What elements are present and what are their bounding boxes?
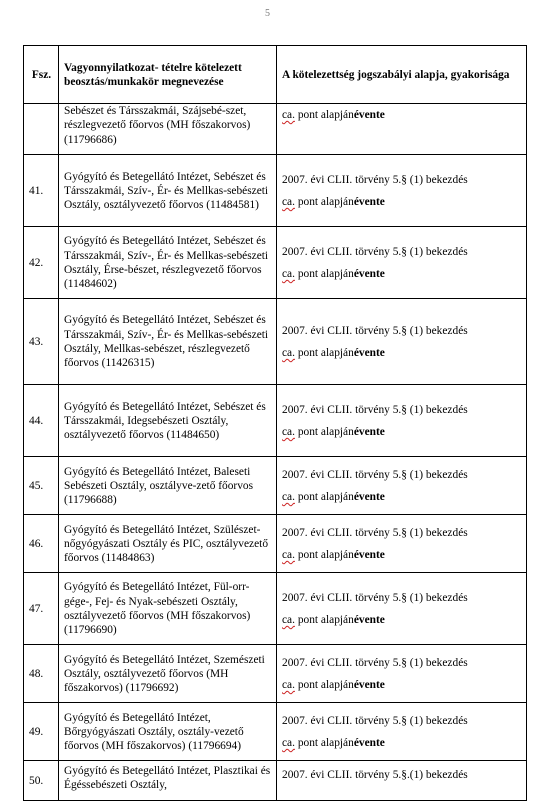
- table-row: [24, 573, 527, 645]
- row-legal-cell: [277, 155, 527, 227]
- legal-line1: 2007. évi CLII. törvény 5.§ (1) bekezdés: [282, 592, 468, 604]
- declaration-table: [23, 45, 527, 801]
- legal-text: pont alapján: [294, 737, 354, 749]
- legal-line1: 2007. évi CLII. törvény 5.§ (1) bekezdés: [282, 246, 468, 258]
- row-legal-cell: [277, 515, 527, 573]
- legal-abbr: ca.: [282, 737, 295, 749]
- table-row: [24, 457, 527, 515]
- table-row: [24, 227, 527, 299]
- legal-frequency: évente: [353, 737, 385, 749]
- row-number-cell: 47.: [24, 573, 59, 645]
- legal-frequency: évente: [353, 549, 385, 561]
- legal-abbr: ca.: [282, 109, 295, 121]
- row-number-cell: 50.: [24, 761, 59, 801]
- table-row: [24, 703, 527, 761]
- row-legal-cell: [277, 761, 527, 801]
- legal-line1: 2007. évi CLII. törvény 5.§ (1) bekezdés: [282, 715, 468, 727]
- legal-line1: 2007. évi CLII. törvény 5.§ (1) bekezdés: [282, 657, 468, 669]
- legal-text: pont alapján: [294, 614, 354, 626]
- legal-abbr: ca.: [282, 268, 295, 280]
- header-legal-basis: A kötelezettség jogszabályi alapja, gyakorisága: [277, 46, 527, 104]
- legal-line1: 2007. évi CLII. törvény 5.§ (1) bekezdés: [282, 174, 468, 186]
- legal-frequency: évente: [353, 491, 385, 503]
- legal-frequency: évente: [353, 196, 385, 208]
- table-row: [24, 155, 527, 227]
- legal-frequency: évente: [353, 614, 385, 626]
- legal-text: pont alapján: [294, 679, 354, 691]
- legal-text: pont alapján: [294, 268, 354, 280]
- legal-frequency: évente: [353, 679, 385, 691]
- row-position-cell: Gyógyító és Betegellátó Intézet, Bőrgyógyászati Osztály, osztály-vezető főorvos (MH főszakorvos) (11796694): [59, 703, 277, 761]
- legal-abbr: ca.: [282, 549, 295, 561]
- row-position-cell: Gyógyító és Betegellátó Intézet, Sebészet és Társszakmái, Szív-, Ér- és Mellkas-sebészeti Osztály, Mellkas-sebészet, részlegvezető főorvos (11426315): [59, 299, 277, 385]
- page-number: 5: [265, 8, 270, 19]
- legal-frequency: évente: [353, 426, 385, 438]
- row-position-cell: Gyógyító és Betegellátó Intézet, Sebészet és Társszakmái, Szív-, Ér- és Mellkas-sebészeti Osztály, osztályvezető főorvos (11484581): [59, 155, 277, 227]
- row-position-cell: Sebészet és Társszakmái, Szájsebé-szet, részlegvezető főorvos (MH főszakorvos) (11796686): [59, 104, 277, 155]
- row-number-cell: 45.: [24, 457, 59, 515]
- header-position: Vagyonnyilatkozat- tételre kötelezett beosztás/munkakör megnevezése: [59, 46, 277, 104]
- legal-frequency: évente: [353, 268, 385, 280]
- legal-abbr: ca.: [282, 679, 295, 691]
- table-header-row: [24, 46, 527, 104]
- table-row: [24, 515, 527, 573]
- legal-abbr: ca.: [282, 426, 295, 438]
- legal-text: pont alapján: [294, 426, 354, 438]
- row-position-cell: Gyógyító és Betegellátó Intézet, Fül-orr-gége-, Fej- és Nyak-sebészeti Osztály, osztályvezető főorvos (MH főszakorvos) (11796690): [59, 573, 277, 645]
- row-position-cell: Gyógyító és Betegellátó Intézet, Sebészet és Társszakmái, Szív-, Ér- és Mellkas-sebészeti Osztály, Érse-bészet, részlegvezető főorvos (11484602): [59, 227, 277, 299]
- row-position-cell: Gyógyító és Betegellátó Intézet, Sebészet és Társszakmái, Idegsebészeti Osztály, osztályvezető főorvos (11484650): [59, 385, 277, 457]
- legal-text: pont alapján: [294, 549, 354, 561]
- row-number-cell: 41.: [24, 155, 59, 227]
- legal-abbr: ca.: [282, 196, 295, 208]
- row-number-cell: 49.: [24, 703, 59, 761]
- legal-frequency: évente: [353, 109, 385, 121]
- row-legal-cell: [277, 385, 527, 457]
- table-row-continuation: [24, 104, 527, 155]
- legal-line1: 2007. évi CLII. törvény 5.§ (1) bekezdés: [282, 469, 468, 481]
- row-number-cell: 44.: [24, 385, 59, 457]
- row-legal-cell: [277, 645, 527, 703]
- row-legal-cell: [277, 104, 527, 155]
- legal-text: pont alapján: [294, 491, 354, 503]
- legal-line1: 2007. évi CLII. törvény 5.§ (1) bekezdés: [282, 325, 468, 337]
- row-legal-cell: [277, 299, 527, 385]
- row-position-cell: Gyógyító és Betegellátó Intézet, Plasztikai és Égéssebészeti Osztály,: [59, 761, 277, 801]
- legal-abbr: ca.: [282, 614, 295, 626]
- row-legal-cell: [277, 573, 527, 645]
- row-position-cell: Gyógyító és Betegellátó Intézet, Szemészeti Osztály, osztályvezető főorvos (MH főszakorvos) (11796692): [59, 645, 277, 703]
- table-row: [24, 299, 527, 385]
- legal-line1: 2007. évi CLII. törvény 5.§ (1) bekezdés: [282, 527, 468, 539]
- legal-text: pont alapján: [294, 347, 354, 359]
- legal-text: pont alapján: [294, 109, 354, 121]
- row-legal-cell: [277, 703, 527, 761]
- row-number-cell: 43.: [24, 299, 59, 385]
- table-row: [24, 761, 527, 801]
- table-row: [24, 645, 527, 703]
- legal-abbr: ca.: [282, 491, 295, 503]
- header-number: Fsz.: [24, 46, 59, 104]
- table-row: [24, 385, 527, 457]
- legal-line1: 2007. évi CLII. törvény 5.§ (1) bekezdés: [282, 404, 468, 416]
- row-number-cell: 46.: [24, 515, 59, 573]
- legal-abbr: ca.: [282, 347, 295, 359]
- row-number-cell: [24, 104, 59, 155]
- row-legal-cell: [277, 457, 527, 515]
- row-position-cell: Gyógyító és Betegellátó Intézet, Baleseti Sebészeti Osztály, osztályve-zető főorvos (11796688): [59, 457, 277, 515]
- row-legal-cell: [277, 227, 527, 299]
- row-position-cell: Gyógyító és Betegellátó Intézet, Szülészet-nőgyógyászati Osztály és PIC, osztályvezető főorvos (11484863): [59, 515, 277, 573]
- legal-frequency: évente: [353, 347, 385, 359]
- row-number-cell: 48.: [24, 645, 59, 703]
- legal-text: pont alapján: [294, 196, 354, 208]
- legal-line1: 2007. évi CLII. törvény 5.§.(1) bekezdés: [282, 769, 468, 781]
- row-number-cell: 42.: [24, 227, 59, 299]
